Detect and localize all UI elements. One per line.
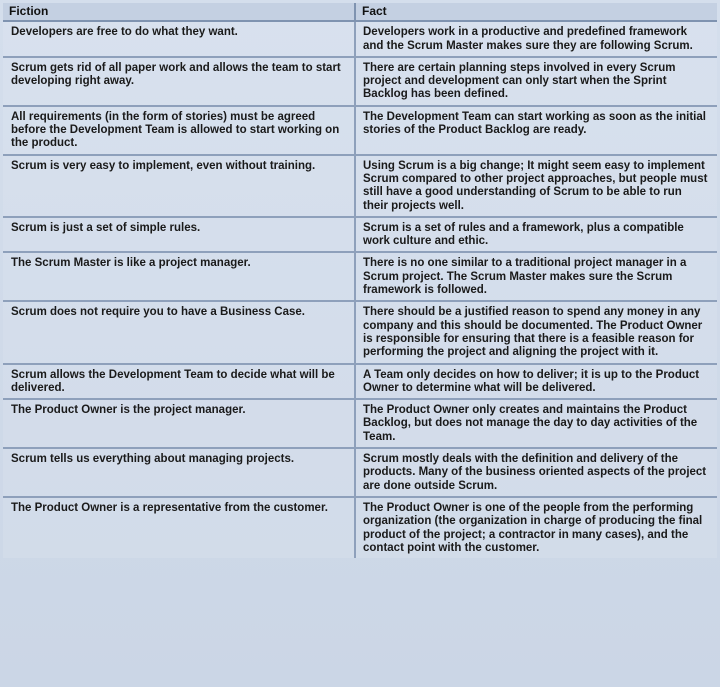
fact-cell: There are certain planning steps involved in every Scrum project and development can only start when the Sprint Backlog has been defined.: [354, 58, 717, 107]
fact-cell: The Product Owner only creates and maintains the Product Backlog, but does not manage the day to day activities of the Team.: [354, 400, 717, 449]
fiction-cell: The Scrum Master is like a project manager.: [3, 253, 354, 302]
fiction-cell: Scrum is very easy to implement, even without training.: [3, 156, 354, 218]
table-row: [3, 400, 717, 449]
fiction-cell: The Product Owner is the project manager.: [3, 400, 354, 449]
fiction-cell: Scrum allows the Development Team to decide what will be delivered.: [3, 365, 354, 401]
fact-column-header: Fact: [354, 3, 717, 22]
fiction-cell: Scrum does not require you to have a Business Case.: [3, 302, 354, 364]
fact-cell: Developers work in a productive and predefined framework and the Scrum Master makes sure they are following Scrum.: [354, 22, 717, 58]
fact-cell: A Team only decides on how to deliver; it is up to the Product Owner to determine what will be delivered.: [354, 365, 717, 401]
fact-cell: Scrum is a set of rules and a framework, plus a compatible work culture and ethic.: [354, 218, 717, 254]
fiction-cell: Scrum is just a set of simple rules.: [3, 218, 354, 254]
fiction-cell: Developers are free to do what they want.: [3, 22, 354, 58]
fiction-cell: The Product Owner is a representative from the customer.: [3, 498, 354, 558]
fact-cell: There is no one similar to a traditional project manager in a Scrum project. The Scrum Master makes sure the Scrum framework is followed.: [354, 253, 717, 302]
table-row: [3, 253, 717, 302]
table-row: [3, 302, 717, 364]
table-row: [3, 58, 717, 107]
fiction-cell: All requirements (in the form of stories) must be agreed before the Development Team is allowed to start working on the product.: [3, 107, 354, 156]
table-header-row: [3, 3, 717, 22]
fact-cell: The Product Owner is one of the people from the performing organization (the organization in charge of producing the final product of the project; a contractor in many cases), and the contact point with the customer.: [354, 498, 717, 558]
fact-cell: Using Scrum is a big change; It might seem easy to implement Scrum compared to other project approaches, but people must still have a good understanding of Scrum to be able to run their projects well.: [354, 156, 717, 218]
table-row: [3, 365, 717, 401]
fact-cell: The Development Team can start working as soon as the initial stories of the Product Backlog are ready.: [354, 107, 717, 156]
fact-cell: There should be a justified reason to spend any money in any company and this should be documented. The Product Owner is responsible for ensuring that there is a feasible reason for performing the project and aligning the project with it.: [354, 302, 717, 364]
table-row: [3, 498, 717, 558]
fiction-fact-table: [3, 3, 717, 558]
table-row: [3, 218, 717, 254]
table-row: [3, 22, 717, 58]
fact-cell: Scrum mostly deals with the definition and delivery of the products. Many of the business oriented aspects of the project are done outside Scrum.: [354, 449, 717, 498]
fiction-column-header: Fiction: [3, 3, 354, 22]
table-row: [3, 156, 717, 218]
table-row: [3, 107, 717, 156]
table-row: [3, 449, 717, 498]
fiction-cell: Scrum gets rid of all paper work and allows the team to start developing right away.: [3, 58, 354, 107]
fiction-cell: Scrum tells us everything about managing projects.: [3, 449, 354, 498]
